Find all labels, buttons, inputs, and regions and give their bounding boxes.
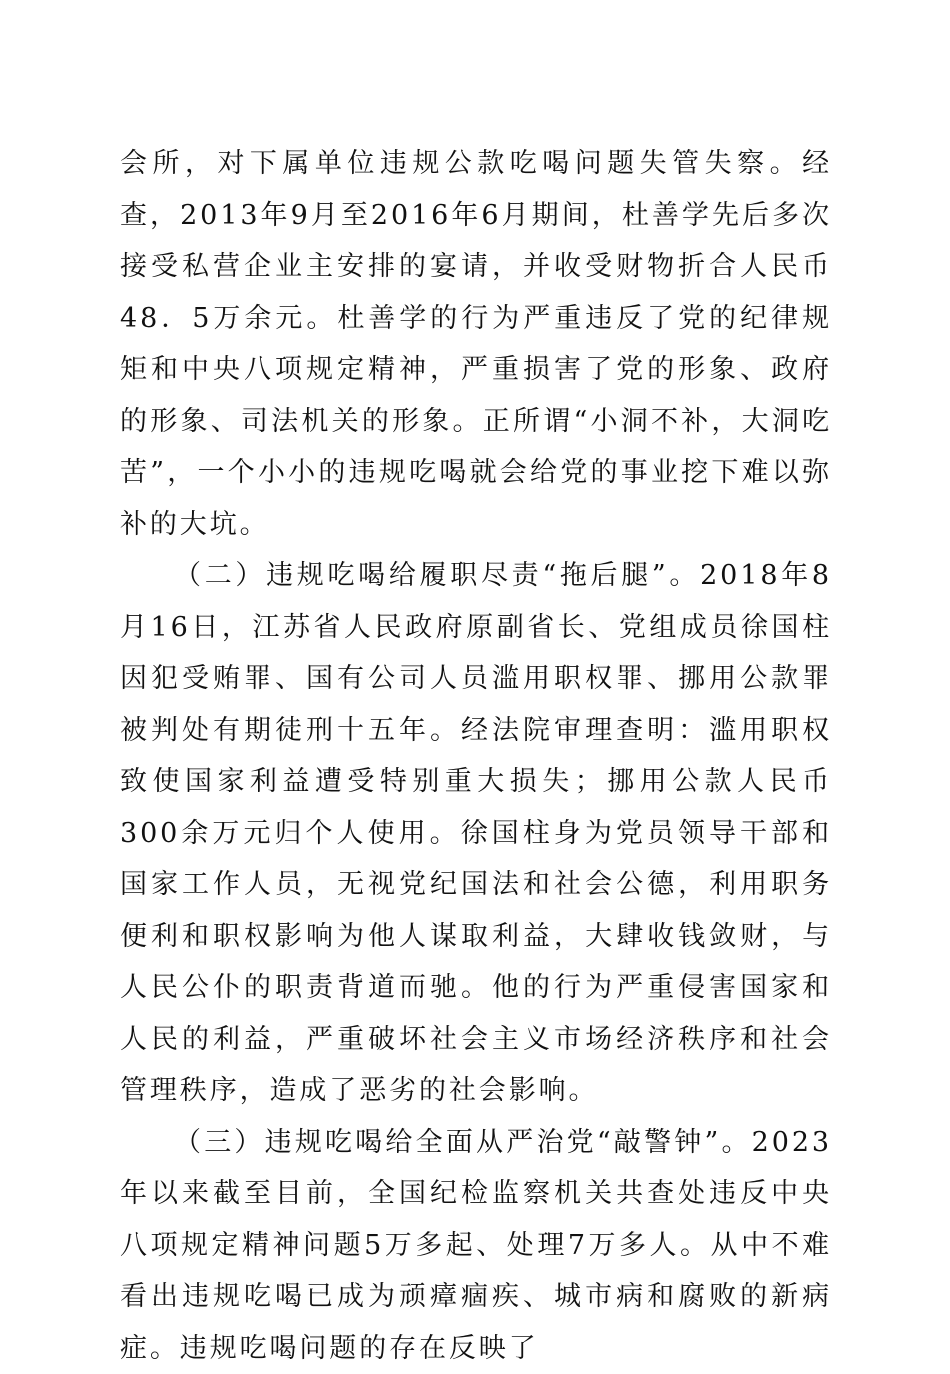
document-body [120, 138, 832, 1374]
paragraph-continuation: 会所，对下属单位违规公款吃喝问题失管失察。经查，2013年9月至2016年6月期间，杜善学先后多次接受私营企业主安排的宴请，并收受财物折合人民币48．5万余元。杜善学的行为严重违反了党的纪律规矩和中央八项规定精神，严重损害了党的形象、政府的形象、司法机关的形象。正所谓“小洞不补，大洞吃苦”，一个小小的违规吃喝就会给党的事业挖下难以弥补的大坑。 [120, 138, 832, 550]
paragraph-section-two: （二）违规吃喝给履职尽责“拖后腿”。2018年8月16日，江苏省人民政府原副省长、党组成员徐国柱因犯受贿罪、国有公司人员滥用职权罪、挪用公款罪被判处有期徒刑十五年。经法院审理查明：滥用职权致使国家利益遭受特别重大损失；挪用公款人民币300余万元归个人使用。徐国柱身为党员领导干部和国家工作人员，无视党纪国法和社会公德，利用职务便利和职权影响为他人谋取利益，大肆收钱敛财，与人民公仆的职责背道而驰。他的行为严重侵害国家和人民的利益，严重破坏社会主义市场经济秩序和社会管理秩序，造成了恶劣的社会影响。 [120, 550, 832, 1117]
paragraph-section-three: （三）违规吃喝给全面从严治党“敲警钟”。2023年以来截至目前，全国纪检监察机关共查处违反中央八项规定精神问题5万多起、处理7万多人。从中不难看出违规吃喝已成为顽瘴痼疾、城市病和腐败的新病症。违规吃喝问题的存在反映了 [120, 1117, 832, 1374]
